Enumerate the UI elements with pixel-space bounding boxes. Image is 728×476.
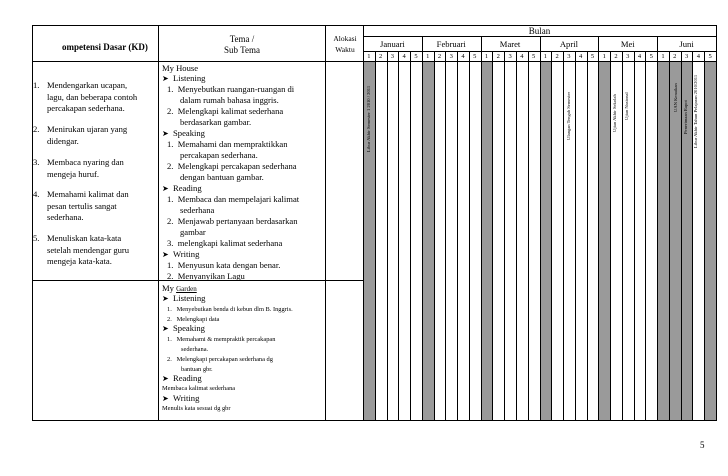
shaded-week-column — [423, 62, 434, 420]
week-divider — [492, 51, 493, 421]
week-label: 4 — [402, 53, 406, 60]
week-divider — [563, 51, 564, 421]
theme1-item-line: 1. Memahami dan mempraktikkan — [167, 139, 288, 149]
theme1-section-heading — [162, 183, 202, 194]
theme1-item-line: 2. Menjawab pertanyaan berdasarkan — [167, 216, 298, 226]
week-label: 2 — [673, 53, 677, 60]
competency-item — [33, 157, 124, 180]
week-label: 5 — [473, 53, 477, 60]
week-divider — [645, 51, 646, 421]
theme1-section-heading — [162, 128, 205, 139]
competency-line: setelah mendengar guru — [47, 244, 130, 255]
theme2-reading-label: Reading — [173, 373, 202, 383]
page-number: 5 — [700, 440, 705, 450]
week-label: 4 — [579, 53, 583, 60]
theme1-title: My House — [162, 63, 199, 73]
theme2-title-prefix: My — [162, 283, 174, 293]
theme1-item-line: sederhana — [180, 205, 215, 215]
note-penerimaan-rapot: Penerimaan Rapot — [683, 100, 688, 134]
week-label: 1 — [426, 53, 430, 60]
competency-header: ompetensi Dasar (KD) — [62, 42, 148, 52]
theme1-section-label: Speaking — [168, 128, 205, 138]
week-divider — [540, 36, 541, 421]
week-divider — [598, 36, 599, 421]
arrow-bullet-icon: ➤ — [162, 184, 169, 193]
week-divider — [681, 51, 682, 421]
theme2-listening-label: Listening — [173, 293, 206, 303]
week-label: 5 — [590, 53, 595, 60]
theme2-reading-heading — [162, 373, 202, 384]
theme2-title-rest: Garden — [176, 285, 197, 293]
week-divider — [469, 51, 470, 421]
theme1-item-line: 2. Melengkapi kalimat sederhana — [167, 106, 284, 116]
week-divider — [622, 51, 623, 421]
arrow-bullet-icon: ➤ — [162, 74, 169, 83]
week-label: 1 — [602, 53, 606, 60]
month-label: Maret — [499, 39, 521, 49]
theme1-item-line: 1. Menyusun kata dengan benar. — [167, 260, 281, 270]
arrow-bullet-icon: ➤ — [162, 394, 169, 403]
theme1-section-label: Listening — [168, 73, 206, 83]
note-ujian-akhir: Ujian Akhir Sekolah — [612, 94, 617, 132]
competency-line: mengeja huruf. — [47, 168, 100, 179]
theme2-l2-text: Melengkapi data — [176, 316, 220, 323]
competency-line: mengeja kata-kata. — [47, 256, 112, 266]
week-divider — [434, 51, 435, 421]
week-label: 1 — [543, 53, 547, 60]
week-divider — [375, 51, 376, 421]
competency-number: 2. — [33, 124, 40, 134]
week-divider — [481, 36, 482, 421]
theme2-r1-text: Membaca kalimat sederhana — [162, 385, 236, 392]
competency-number: 4. — [33, 189, 40, 199]
week-label: 3 — [449, 53, 453, 60]
theme1-section-label: Writing — [168, 249, 200, 259]
week-divider — [610, 51, 611, 421]
week-label: 1 — [661, 53, 665, 60]
arrow-bullet-icon: ➤ — [162, 250, 169, 259]
competency-line: Mendengarkan ucapan, — [47, 80, 128, 90]
week-divider — [587, 51, 588, 421]
week-label: 2 — [496, 53, 500, 60]
theme1-section-heading — [162, 73, 205, 84]
competency-item — [33, 124, 127, 147]
shaded-week-column — [482, 62, 493, 420]
month-label: Mei — [620, 39, 635, 49]
week-label: 3 — [684, 53, 689, 60]
competency-line: percakapan sederhana. — [47, 103, 125, 113]
week-label: 1 — [367, 53, 371, 60]
week-label: 3 — [567, 53, 571, 60]
alloc-header — [327, 33, 363, 55]
arrow-bullet-icon: ➤ — [162, 129, 169, 138]
competency-number: 5. — [33, 233, 40, 243]
alloc-line1: Alokasi — [333, 34, 357, 43]
theme2-s2b-text: bantuan gbr. — [181, 366, 213, 373]
theme1-item-line: 2. Menyanyikan Lagu — [167, 271, 245, 281]
week-divider — [551, 51, 552, 421]
theme2-speaking-item1: 1. Memahami & mempraktik percakapan — [167, 336, 276, 343]
theme1-item-line: percakapan sederhana. — [180, 150, 258, 160]
shaded-week-column — [599, 62, 610, 420]
week-label: 2 — [379, 53, 383, 60]
week-label: 2 — [437, 53, 442, 60]
theme2-listening-heading — [162, 293, 205, 304]
theme2-s2a-text: Melengkapi percakapan sederhana dg — [176, 356, 273, 363]
theme1-item-line: 1. Membaca dan mempelajari kalimat — [167, 194, 300, 204]
theme2-writing-label: Writing — [173, 393, 200, 403]
week-label: 5 — [414, 53, 418, 60]
week-divider — [657, 36, 658, 421]
theme2-speaking-heading — [162, 323, 205, 334]
week-label: 5 — [531, 53, 536, 60]
month-label: April — [559, 39, 578, 49]
arrow-bullet-icon: ➤ — [162, 324, 169, 333]
theme2-s1b-text: sederhana. — [181, 346, 209, 353]
week-label: 4 — [520, 53, 524, 60]
competency-number: 1. — [33, 80, 40, 90]
theme-header — [160, 34, 324, 56]
theme1-item-line: 2. Melengkapi percakapan sederhana — [167, 161, 297, 171]
theme1-section-label: Reading — [168, 183, 202, 193]
week-divider — [445, 51, 446, 421]
competency-line: Menirukan ujaran yang — [47, 124, 128, 134]
week-label: 3 — [508, 53, 512, 60]
theme2-speaking-item2: 2. Melengkapi percakapan sederhana dg — [167, 356, 273, 363]
competency-item — [33, 80, 137, 115]
week-label: 4 — [461, 53, 465, 60]
competency-line: Menuliskan kata-kata — [47, 233, 122, 243]
competency-line: sederhana. — [47, 212, 84, 222]
theme2-speaking-label: Speaking — [173, 323, 205, 333]
arrow-bullet-icon: ➤ — [162, 374, 169, 383]
week-divider — [410, 51, 411, 421]
week-label: 2 — [614, 53, 618, 60]
month-label: Juni — [679, 39, 694, 49]
week-divider — [398, 51, 399, 421]
week-divider — [669, 51, 670, 421]
theme1-section-heading — [162, 249, 199, 260]
note-ujian-nasional: Ujian Nasional — [624, 92, 629, 120]
competency-line: lagu, dan beberapa contoh — [47, 91, 138, 102]
competency-item — [33, 233, 129, 268]
week-divider — [634, 51, 635, 421]
note-libur-semester: Libur Akhir Semester 1 2010 / 2011 — [366, 85, 371, 152]
week-label: 3 — [626, 53, 630, 60]
shaded-week-column — [658, 62, 669, 420]
week-label: 5 — [708, 53, 712, 60]
week-divider — [457, 51, 458, 421]
competency-line: pesan tertulis sangat — [47, 200, 117, 211]
week-label: 4 — [637, 53, 642, 60]
competency-line: Membaca nyaring dan — [47, 157, 124, 167]
competency-number: 3. — [33, 157, 40, 167]
shaded-week-column — [670, 62, 681, 420]
note-uan-kenaikan: UAN Kenaikan — [673, 83, 678, 112]
alloc-line2: Waktu — [335, 45, 355, 54]
week-divider — [387, 51, 388, 421]
theme1-item-line: dalam rumah bahasa inggris. — [180, 95, 279, 105]
competency-line: Memahami kalimat dan — [47, 189, 129, 199]
theme1-item-line: dengan bantuan gambar. — [180, 172, 264, 182]
note-ulangan-tengah: Ulangan Tengah Semester — [566, 91, 571, 140]
week-label: 1 — [484, 53, 489, 60]
theme-header-line2: Sub Tema — [224, 45, 260, 55]
theme2-w1-text: Menulis kata sesuai dg gbr — [162, 405, 231, 412]
month-label: Februari — [436, 39, 466, 49]
theme2-s1a-text: Memahami & mempraktik percakapan — [176, 336, 276, 343]
theme1-item-line: berdasarkan gambar. — [180, 117, 252, 127]
competency-line: didengar. — [47, 135, 79, 146]
week-label: 5 — [649, 53, 653, 60]
theme1-item-line: gambar — [180, 227, 206, 237]
theme2-l1-text: Menyebutkan benda di kebun dlm B. Inggris. — [176, 306, 293, 313]
theme2-writing-heading — [162, 393, 199, 404]
week-divider — [704, 51, 705, 421]
theme1-item-line: 1. Menyebutkan ruangan-ruangan di — [167, 84, 295, 94]
week-label: 2 — [555, 53, 559, 60]
week-divider — [422, 36, 423, 421]
week-divider — [575, 51, 576, 421]
theme1-item-line: 3. melengkapi kalimat sederhana — [167, 238, 283, 248]
week-label: 3 — [390, 53, 395, 60]
month-group-header: Bulan — [528, 26, 551, 36]
theme2-listening-item1: 1. Menyebutkan benda di kebun dlm B. Inggris. — [167, 306, 293, 313]
arrow-bullet-icon: ➤ — [162, 294, 169, 303]
note-libur-akhir-tahun: Libur Akhir Tahun Pelajaran 2010/2011 — [693, 74, 698, 148]
theme-header-line1: Tema / — [229, 34, 255, 44]
week-divider — [504, 51, 505, 421]
shaded-week-column — [705, 62, 716, 420]
week-label: 4 — [696, 53, 700, 60]
theme2-listening-item2: 2. Melengkapi data — [167, 316, 220, 323]
competency-item — [33, 189, 129, 224]
week-divider — [528, 51, 529, 421]
week-divider — [516, 51, 517, 421]
shaded-week-column — [541, 62, 552, 420]
month-label: Januari — [380, 39, 405, 49]
